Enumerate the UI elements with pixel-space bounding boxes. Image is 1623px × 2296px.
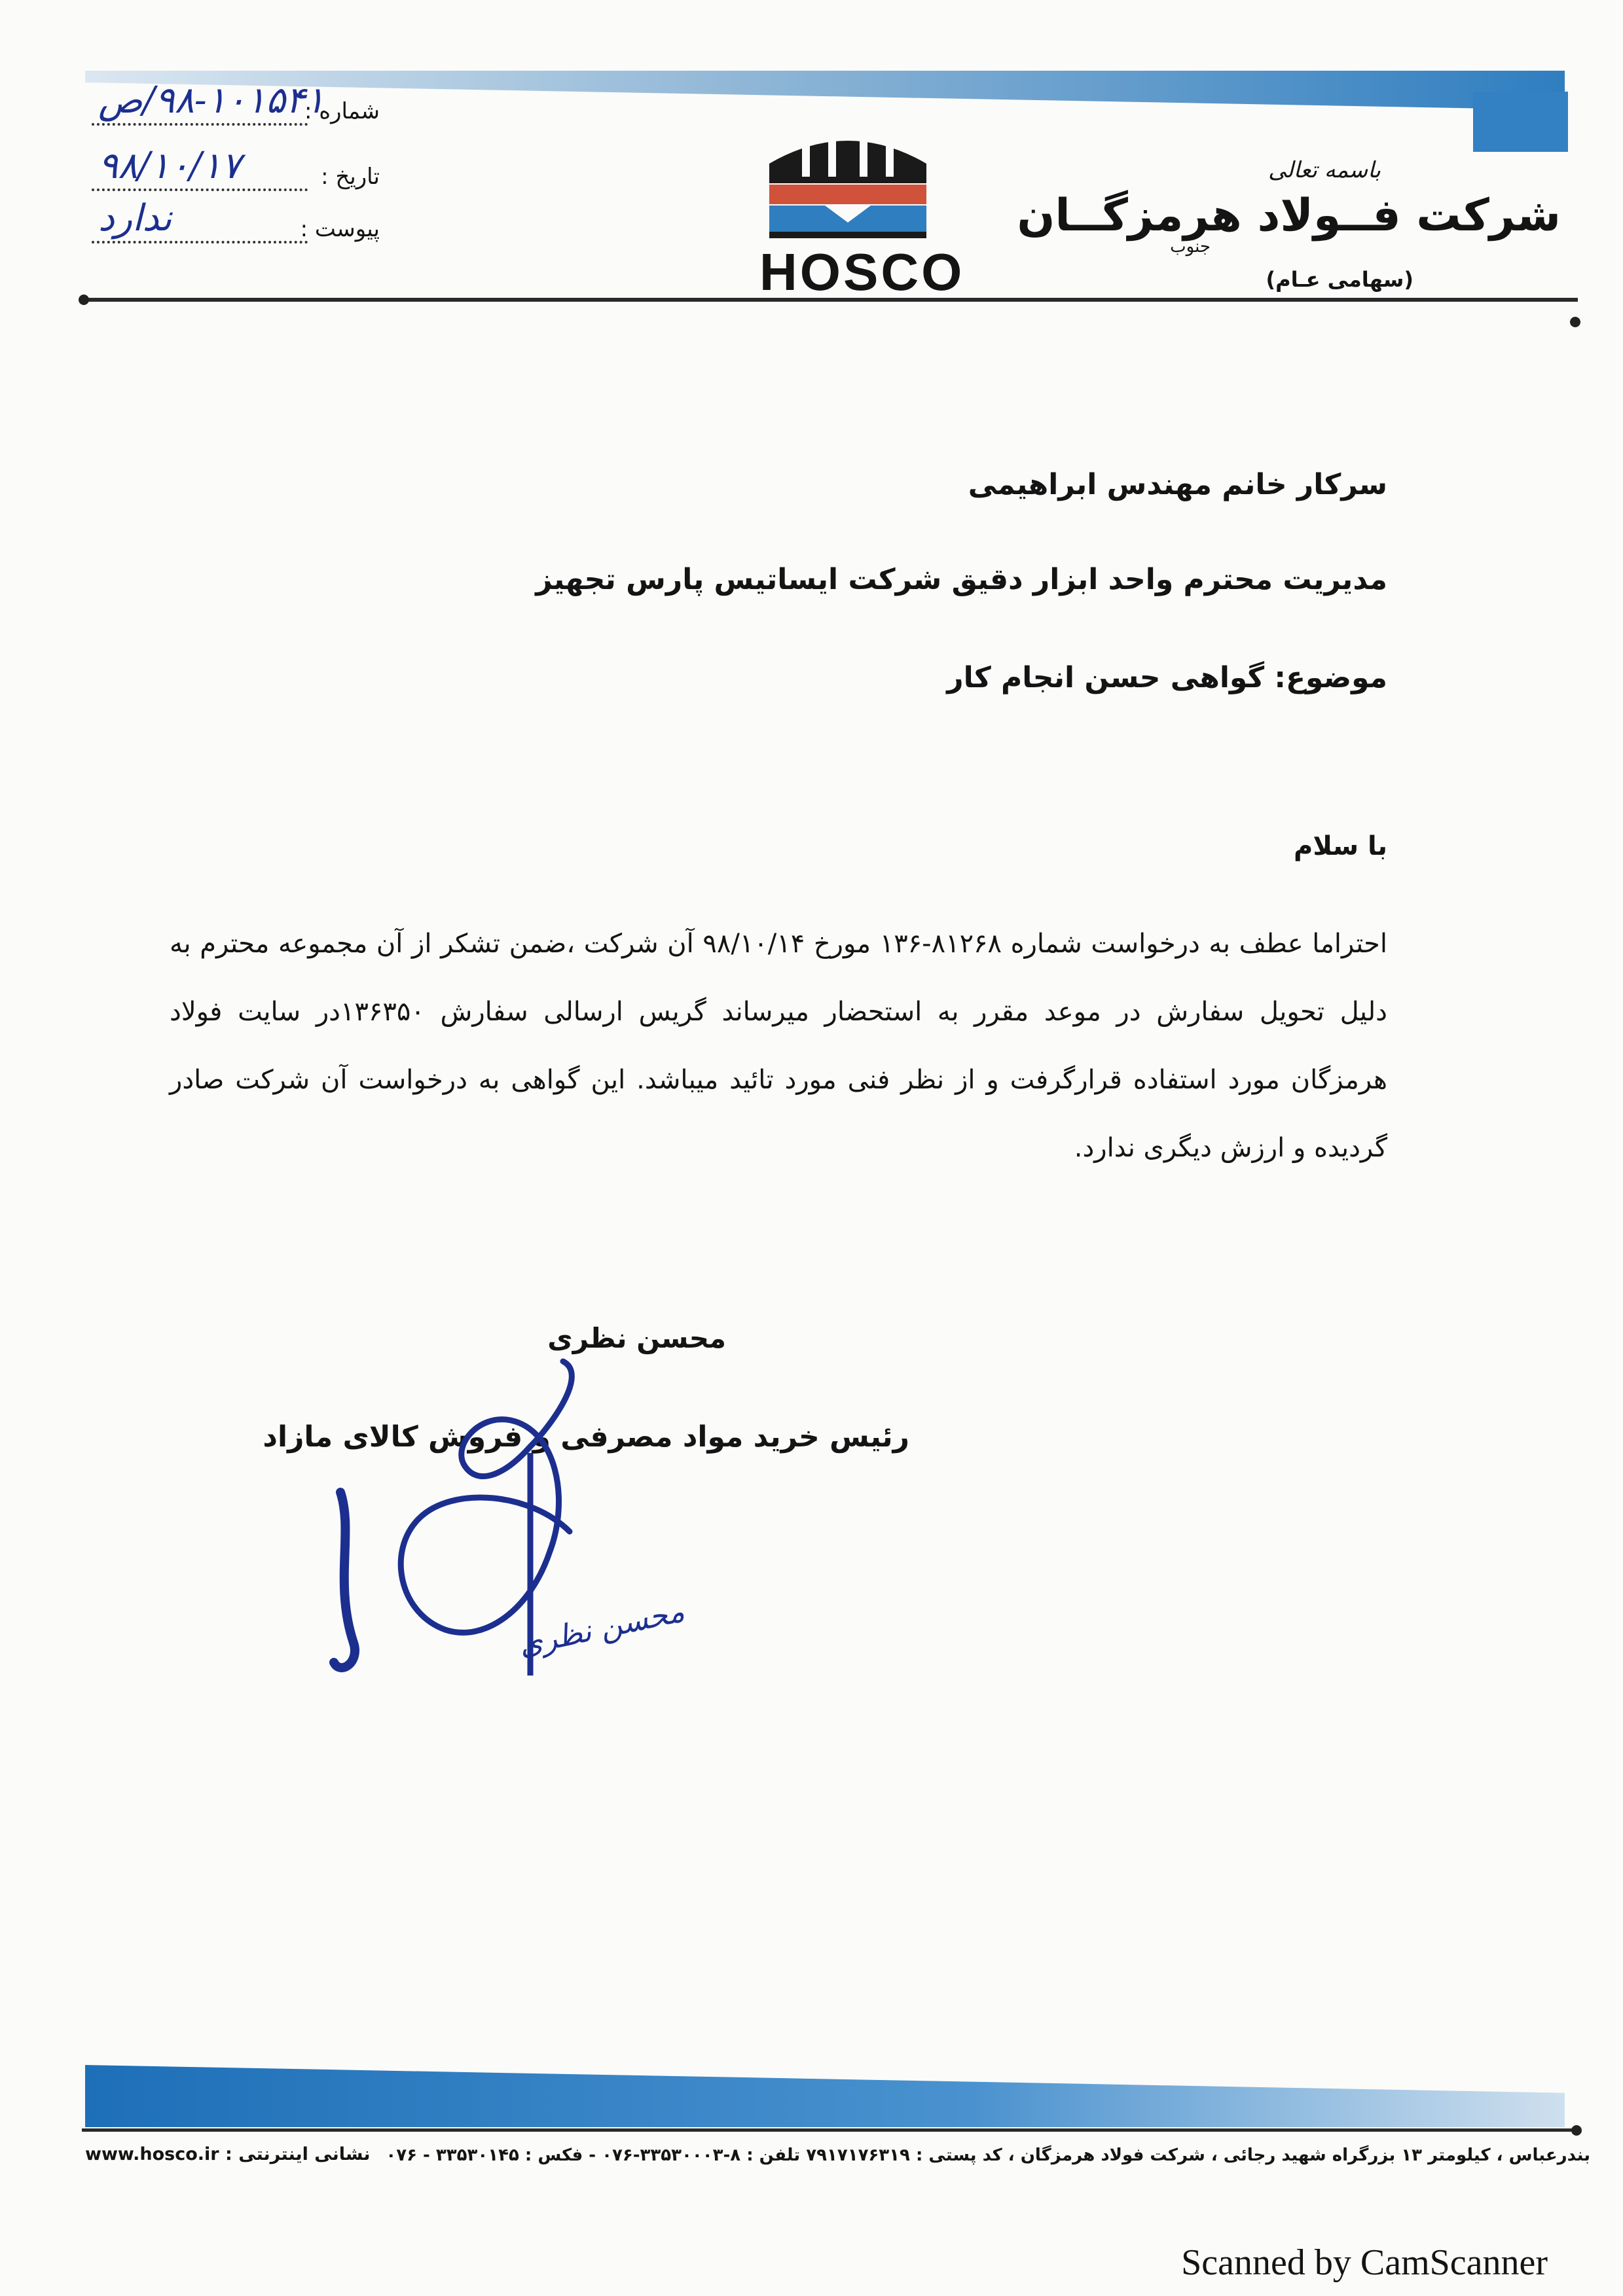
- footer-blue-band: [85, 2065, 1565, 2127]
- ref-attachment-row: [92, 197, 380, 249]
- company-type: (سهامی عـام): [1266, 267, 1413, 292]
- recipient-line-1: سرکار خانم مهندس ابراهیمی: [968, 468, 1387, 501]
- ref-number-row: [92, 79, 380, 131]
- signature-handwritten-name: محسن نظری: [515, 1592, 687, 1663]
- letter-body: احتراما عطف به درخواست شماره ۸۱۲۶۸-۱۳۶ مورخ ۹۸/۱۰/۱۴ آن شرکت ،ضمن تشکر از آن مجموعه محترم به دلیل تحویل سفارش در موعد مقرر به استحضار میرساند گریس ارسالی سفارش ۱۳۶۳۵۰در سایت فولاد هرمزگان مورد استفاده قرارگرفت و از نظر فنی مورد تائید میباشد. این گواهی به درخواست آن شرکت صادر گردیده و ارزش دیگری ندارد.: [170, 929, 1387, 1163]
- handwritten-signature-icon: [314, 1335, 681, 1702]
- ref-number-label: شماره :: [304, 98, 380, 124]
- signer-name: محسن نظری: [547, 1322, 726, 1354]
- company-region: جنوب: [1170, 237, 1211, 257]
- footer-rule: [82, 2128, 1578, 2132]
- header-rule-dot-left: [79, 295, 89, 305]
- footer-website: [85, 2144, 371, 2164]
- ref-attachment-label: پیوست :: [300, 216, 380, 242]
- header-rule-dot-right: [1570, 317, 1580, 327]
- ref-attachment-value: ندارد: [98, 197, 172, 240]
- footer-website-label: نشانی اینترنتی :: [225, 2144, 371, 2164]
- letter-subject: موضوع: گواهی حسن انجام کار: [947, 661, 1387, 694]
- scanner-watermark: Scanned by CamScanner: [1181, 2242, 1548, 2283]
- recipient-line-2: مدیریت محترم واحد ابزار دقیق شرکت ایساتیس پارس تجهیز: [536, 563, 1387, 596]
- company-name: شرکت فــولاد هرمزگــان: [1017, 190, 1561, 242]
- ref-date-label: تاریخ :: [321, 164, 380, 190]
- ref-date-row: [92, 145, 380, 196]
- footer-address: بندرعباس ، کیلومتر ۱۳ بزرگراه شهید رجائی ، شرکت فولاد هرمزگان ، کد پستی : ۷۹۱۷۱۷۶۳۱۹ تلفن : ۸-۳۳۵۳۰۰۰۳-۰۷۶ - فکس : ۳۳۵۳۰۱۴۵ - ۰۷۶: [386, 2145, 1590, 2165]
- signer-title: رئیس خرید مواد مصرفی و فروش کالای مازاد: [263, 1420, 909, 1454]
- ref-date-value: ۹۸/۱۰/۱۷: [98, 145, 242, 187]
- ref-number-value: ۹۸-۱۰۱۵۴۱/ص: [98, 79, 325, 122]
- footer-website-url[interactable]: www.hosco.ir: [85, 2144, 219, 2164]
- footer-rule-dot: [1571, 2125, 1582, 2136]
- basmala: باسمه تعالی: [1268, 157, 1381, 183]
- hosco-logo-text: HOSCO: [759, 243, 965, 301]
- letter-greeting: با سلام: [1294, 831, 1387, 861]
- header-blue-tab: [1473, 92, 1568, 152]
